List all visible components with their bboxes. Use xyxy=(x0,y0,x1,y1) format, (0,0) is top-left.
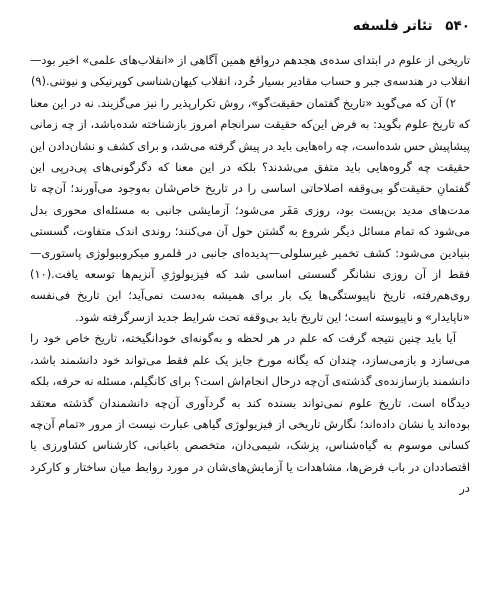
page-number: ۵۴۰ xyxy=(445,18,470,34)
paragraph-1: تاریخی از علوم در ابتدای سده‌ی هجدهم درواقع همین آگاهی از «انقلاب‌های علمی» اخیر بود—انقلاب در هندسه‌ی جبر و حساب مقادیر بسیار خُرد، انقلاب کیهان‌شناسی کوپرنیکی و نیوتنی.(۹) xyxy=(30,53,470,89)
book-title: تئاتر فلسفه xyxy=(352,18,433,34)
running-head xyxy=(353,18,470,34)
paragraph-3: آیا باید چنین نتیجه گرفت که علم در هر لحظه و به‌گونه‌ای خودانگیخته، تاریخ خاص خود را می‌سازد و بازمی‌سازد، چندان که یگانه مورخ جایز یک علم فقط می‌تواند خود دانشمند باشد، دانشمند بازسازنده‌ی گذشته‌ی آن‌چه درحال انجام‌اش است؟ برای کانگیلم، مسئله نه حرفه، بلکه دیدگاه است. تاریخ علوم نمی‌تواند بسنده کند به گردآوری آن‌چه دانشمندان گذشته معتقد بوده‌اند یا نشان داده‌اند؛ نگارش تاریخی از فیزیولوژی گیاهی عبارت نیست از مرور «تمام آن‌چه کسانی موسوم به گیاه‌شناس، پزشک، شیمی‌دان، متخصص باغبانی، کارشناس کشاورزی یا اقتصاددان در باب فرض‌ها، مشاهدات یا آزمایش‌های‌شان در مورد روابط میان ساختار و کارکرد در xyxy=(30,331,470,496)
page-header xyxy=(30,16,470,42)
body-text xyxy=(30,50,470,500)
paragraph-2: ۲) آن که می‌گوید «تاریخ گفتمان حقیقت‌گو»، روش تکرارپذیر را نیز می‌گزیند. نه در این معنا که تاریخ علوم بگوید: به فرض این‌که حقیقت سرانجام امروز بازشناخته شده‌باشد، از چه زمانی پیشاپیش حس شده‌است، چه راه‌هایی باید در پیش گرفته می‌شد، و برای کشف و نشان‌دادن این حقیقت چه گروه‌هایی باید متفق می‌شدند؟ بلکه در این معنا که دگرگونی‌های پی‌درپی این گفتمانِ حقیقت‌گو بی‌وقفه اصلاحاتی اساسی را در تاریخ خاص‌شان به‌وجود می‌آورند؛ آن‌چه تا مدت‌های مدید بن‌بست بود، روزی مَفَر می‌شود؛ آزمایشی جانبی به مسئله‌ای محوری بدل می‌شود که تمام مسائل دیگر شروع به گشتن حول آن می‌کنند؛ روندی اندک متفاوت، گسستی بنیادین می‌شود: کشف تخمیر غیرسلولی—پدیده‌ای جانبی در قلمرو میکروبیولوژی پاستوری— فقط از آن روزی نشانگر گسستی اساسی شد که فیزیولوژیِ آنزیم‌ها توسعه یافت.(۱۰) روی‌هم‌رفته، تاریخ ناپیوستگی‌ها یک بار برای همیشه به‌دست نمی‌آید؛ این تاریخ فی‌نفسه «ناپایدار» و ناپیوسته است؛ این تاریخ باید بی‌وقفه تحت شرایط جدید ازسرگرفته شود. xyxy=(30,95,470,324)
